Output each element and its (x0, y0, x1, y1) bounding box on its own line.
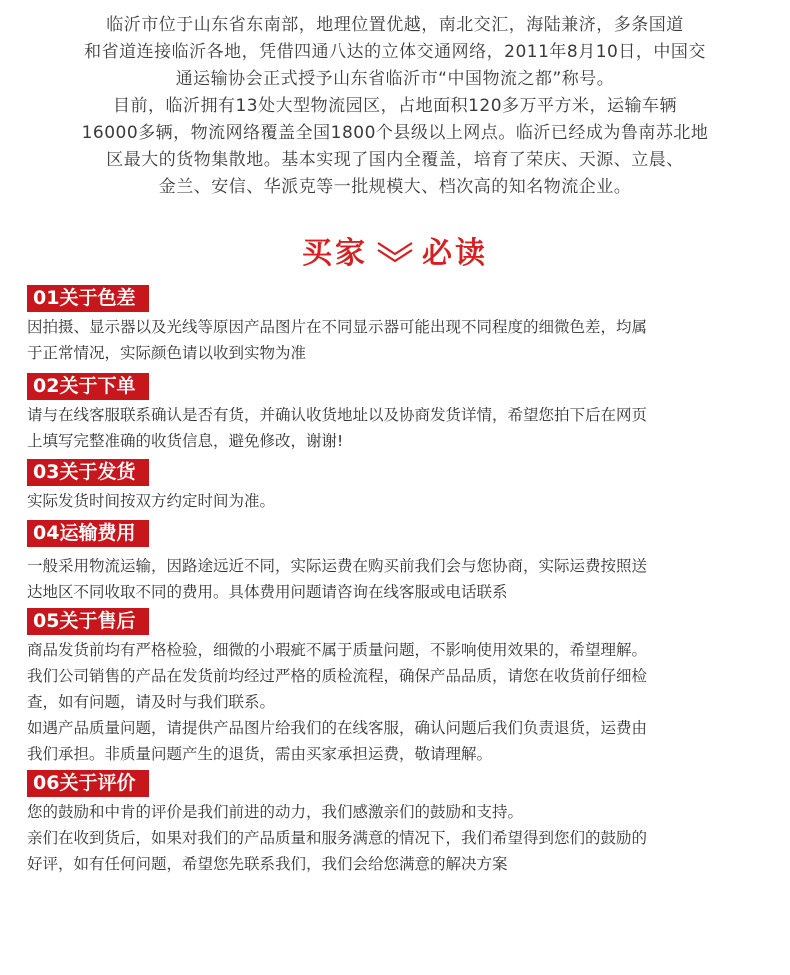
section-ordering (27, 373, 757, 454)
notice-title-right: 必读 (422, 236, 488, 271)
section-after-sales (27, 608, 757, 767)
intro-line: 金兰、安信、华派克等一批规模大、档次高的知名物流企业。 (158, 177, 632, 197)
section-body (27, 799, 757, 877)
section-line: 于正常情况，实际颜色请以收到实物为准 (27, 344, 307, 362)
section-header: 02关于下单 (27, 373, 149, 400)
section-line: 商品发货前均有严格检验，细微的小瑕疵不属于质量问题，不影响使用效果的，希望理解。 (27, 641, 648, 659)
section-line: 一般采用物流运输，因路途远近不同，实际运费在购买前我们会与您协商，实际运费按照送 (27, 557, 648, 575)
section-line: 达地区不同收取不同的费用。具体费用问题请咨询在线客服或电话联系 (27, 583, 508, 601)
section-line: 实际发货时间按双方约定时间为准。 (27, 492, 276, 510)
section-header: 05关于售后 (27, 608, 149, 635)
section-header: 04运输费用 (27, 520, 149, 547)
section-line: 好评，如有任何问题，希望您先联系我们，我们会给您满意的解决方案 (27, 855, 508, 873)
intro-text (40, 12, 750, 201)
section-line: 请与在线客服联系确认是否有货，并确认收货地址以及协商发货详情，希望您拍下后在网页 (27, 406, 648, 424)
double-chevron-down-icon (374, 235, 416, 265)
section-line: 因拍摄、显示器以及光线等原因产品图片在不同显示器可能出现不同程度的细微色差，均属 (27, 318, 648, 336)
section-body (27, 402, 757, 454)
section-reviews (27, 770, 757, 877)
section-line: 查，如有问题，请及时与我们联系。 (27, 693, 276, 711)
section-header: 03关于发货 (27, 459, 149, 486)
section-body (27, 553, 757, 605)
intro-line: 区最大的货物集散地。基本实现了国内全覆盖，培育了荣庆、天源、立晨、 (106, 150, 684, 170)
intro-line: 目前，临沂拥有13处大型物流园区，占地面积120多万平方米，运输车辆 (112, 96, 678, 116)
intro-line: 和省道连接临沂各地，凭借四通八达的立体交通网络，2011年8月10日，中国交 (84, 42, 706, 62)
intro-line: 16000多辆，物流网络覆盖全国1800个县级以上网点。临沂已经成为鲁南苏北地 (81, 123, 709, 143)
section-color-difference (27, 285, 757, 366)
section-line: 我们公司销售的产品在发货前均经过严格的质检流程，确保产品品质，请您在收货前仔细检 (27, 667, 648, 685)
section-header: 06关于评价 (27, 770, 149, 797)
section-line: 上填写完整准确的收货信息，避免修改，谢谢! (27, 432, 344, 450)
section-body (27, 314, 757, 366)
section-line: 我们承担。非质量问题产生的退货，需由买家承担运费，敬请理解。 (27, 745, 493, 763)
section-line: 如遇产品质量问题，请提供产品图片给我们的在线客服，确认问题后我们负责退货，运费由 (27, 719, 648, 737)
section-freight-cost (27, 520, 757, 605)
buyer-notice-title (0, 228, 790, 272)
section-body (27, 637, 757, 767)
section-line: 亲们在收到货后，如果对我们的产品质量和服务满意的情况下，我们希望得到您们的鼓励的 (27, 829, 648, 847)
intro-line: 临沂市位于山东省东南部，地理位置优越，南北交汇，海陆兼济，多条国道 (106, 15, 684, 35)
section-shipping (27, 459, 757, 514)
notice-title-left: 买家 (302, 236, 368, 271)
section-body (27, 488, 757, 514)
section-header: 01关于色差 (27, 285, 149, 312)
intro-line: 通运输协会正式授予山东省临沂市“中国物流之都”称号。 (175, 69, 615, 89)
section-line: 您的鼓励和中肯的评价是我们前进的动力，我们感激亲们的鼓励和支持。 (27, 803, 524, 821)
